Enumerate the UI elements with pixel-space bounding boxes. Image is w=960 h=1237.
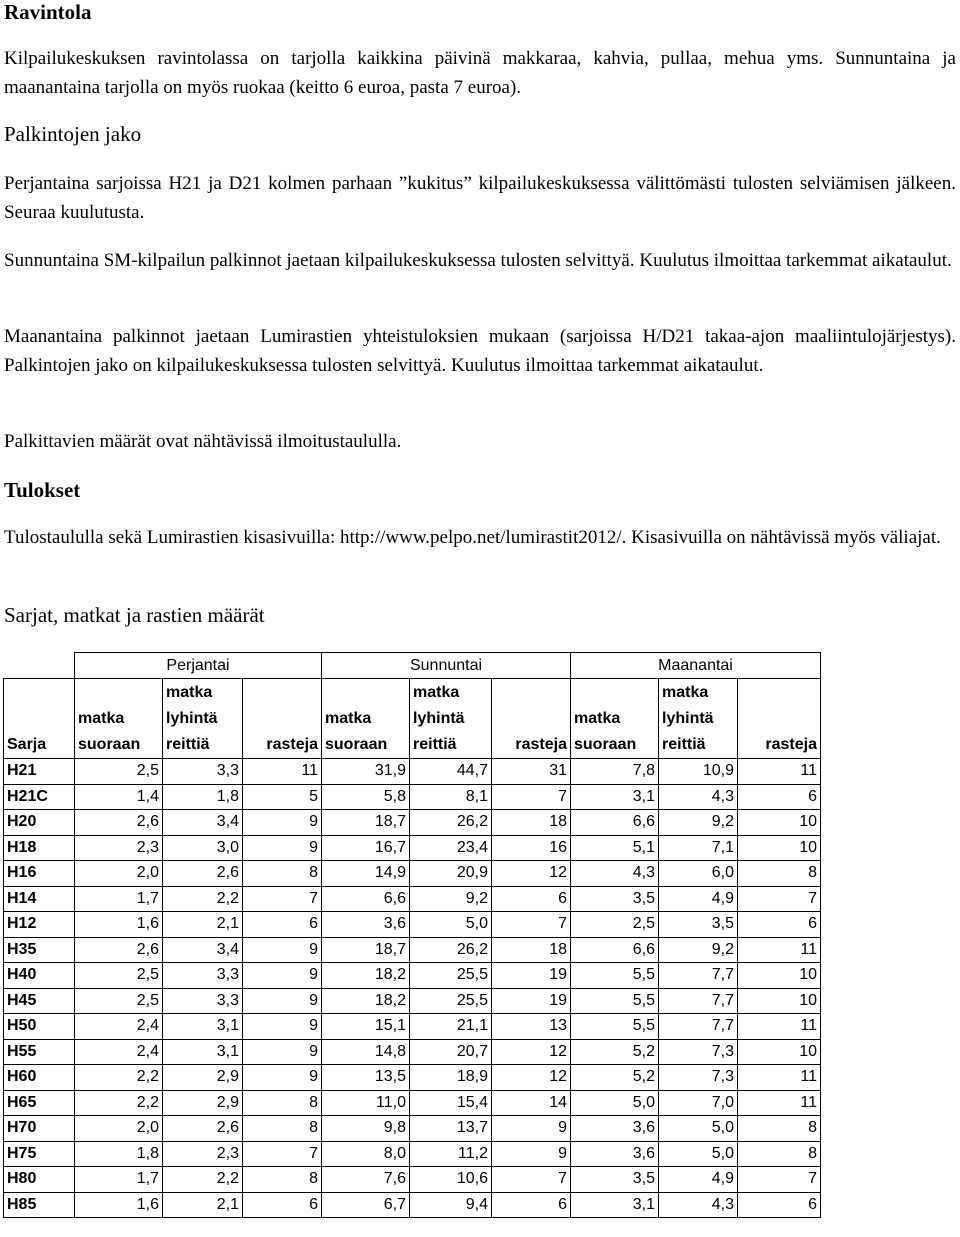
value-cell: 11 xyxy=(738,759,821,785)
value-cell: 6 xyxy=(738,1192,821,1218)
value-cell: 3,1 xyxy=(571,1192,659,1218)
value-cell: 6 xyxy=(738,784,821,810)
value-cell: 20,9 xyxy=(410,861,492,887)
value-cell: 6,6 xyxy=(571,937,659,963)
value-cell: 4,3 xyxy=(659,1192,738,1218)
column-header-line: matka xyxy=(662,684,709,701)
value-cell: 2,6 xyxy=(163,1116,243,1142)
table-row xyxy=(4,1065,821,1091)
value-cell: 14 xyxy=(492,1090,571,1116)
value-cell: 18,2 xyxy=(322,963,410,989)
sarja-cell: H75 xyxy=(4,1141,75,1167)
value-cell: 18,2 xyxy=(322,988,410,1014)
column-header-line: rasteja xyxy=(765,736,817,753)
sarja-cell: H55 xyxy=(4,1039,75,1065)
value-cell: 3,1 xyxy=(163,1014,243,1040)
value-cell: 11 xyxy=(738,1090,821,1116)
value-cell: 7,7 xyxy=(659,963,738,989)
sarja-cell: H14 xyxy=(4,886,75,912)
value-cell: 15,1 xyxy=(322,1014,410,1040)
value-cell: 2,2 xyxy=(163,886,243,912)
table-row xyxy=(4,1167,821,1193)
value-cell: 31,9 xyxy=(322,759,410,785)
column-header-matka-lyhinta-reittia xyxy=(410,679,492,759)
value-cell: 7,7 xyxy=(659,988,738,1014)
value-cell: 2,4 xyxy=(75,1039,163,1065)
value-cell: 9 xyxy=(243,988,322,1014)
value-cell: 18 xyxy=(492,937,571,963)
value-cell: 2,9 xyxy=(163,1090,243,1116)
value-cell: 9 xyxy=(243,937,322,963)
value-cell: 3,5 xyxy=(571,886,659,912)
value-cell: 3,5 xyxy=(571,1167,659,1193)
value-cell: 6,7 xyxy=(322,1192,410,1218)
sarja-cell: H12 xyxy=(4,912,75,938)
value-cell: 2,9 xyxy=(163,1065,243,1091)
value-cell: 14,8 xyxy=(322,1039,410,1065)
value-cell: 7 xyxy=(492,912,571,938)
palkintojen-jako-paragraph-1: Perjantaina sarjoissa H21 ja D21 kolmen parhaan ”kukitus” kilpailukeskuksessa välittömästi tulosten selviämisen jälkeen. Seuraa kuulutusta. xyxy=(4,173,956,223)
value-cell: 8,1 xyxy=(410,784,492,810)
value-cell: 20,7 xyxy=(410,1039,492,1065)
value-cell: 1,6 xyxy=(75,912,163,938)
value-cell: 2,6 xyxy=(163,861,243,887)
value-cell: 9 xyxy=(492,1141,571,1167)
sarja-cell: H65 xyxy=(4,1090,75,1116)
value-cell: 5,2 xyxy=(571,1039,659,1065)
value-cell: 7 xyxy=(243,1141,322,1167)
column-header-line: reittiä xyxy=(413,736,457,753)
value-cell: 3,6 xyxy=(322,912,410,938)
value-cell: 5,0 xyxy=(410,912,492,938)
value-cell: 2,6 xyxy=(75,810,163,836)
value-cell: 9 xyxy=(243,1014,322,1040)
column-header-line: matka xyxy=(413,684,460,701)
value-cell: 26,2 xyxy=(410,937,492,963)
table-row xyxy=(4,861,821,887)
value-cell: 5 xyxy=(243,784,322,810)
value-cell: 1,8 xyxy=(75,1141,163,1167)
value-cell: 1,7 xyxy=(75,886,163,912)
day-header-sunnuntai: Sunnuntai xyxy=(322,653,571,679)
value-cell: 7,8 xyxy=(571,759,659,785)
value-cell: 1,8 xyxy=(163,784,243,810)
column-header-line: reittiä xyxy=(166,736,210,753)
column-header-line: lyhintä xyxy=(662,710,714,727)
column-header-rasteja xyxy=(492,679,571,759)
value-cell: 11 xyxy=(738,1014,821,1040)
column-header-rasteja xyxy=(738,679,821,759)
value-cell: 8 xyxy=(243,1116,322,1142)
column-header-line: matka xyxy=(574,710,621,727)
value-cell: 11 xyxy=(738,937,821,963)
table-row xyxy=(4,1192,821,1218)
value-cell: 3,0 xyxy=(163,835,243,861)
column-header-matka-lyhinta-reittia xyxy=(163,679,243,759)
value-cell: 12 xyxy=(492,1039,571,1065)
value-cell: 7 xyxy=(738,886,821,912)
value-cell: 6,0 xyxy=(659,861,738,887)
value-cell: 19 xyxy=(492,988,571,1014)
value-cell: 11,0 xyxy=(322,1090,410,1116)
value-cell: 9 xyxy=(243,1065,322,1091)
sarja-cell: H18 xyxy=(4,835,75,861)
value-cell: 21,1 xyxy=(410,1014,492,1040)
value-cell: 18,9 xyxy=(410,1065,492,1091)
value-cell: 2,1 xyxy=(163,1192,243,1218)
value-cell: 6 xyxy=(243,912,322,938)
value-cell: 5,0 xyxy=(659,1141,738,1167)
value-cell: 10 xyxy=(738,963,821,989)
sarja-cell: H21 xyxy=(4,759,75,785)
value-cell: 13,7 xyxy=(410,1116,492,1142)
value-cell: 6 xyxy=(738,912,821,938)
column-header-line: rasteja xyxy=(515,736,567,753)
table-row xyxy=(4,1090,821,1116)
value-cell: 3,5 xyxy=(659,912,738,938)
value-cell: 9 xyxy=(243,1039,322,1065)
value-cell: 10 xyxy=(738,1039,821,1065)
value-cell: 26,2 xyxy=(410,810,492,836)
value-cell: 5,1 xyxy=(571,835,659,861)
value-cell: 16,7 xyxy=(322,835,410,861)
value-cell: 8 xyxy=(738,861,821,887)
sarja-cell: H45 xyxy=(4,988,75,1014)
table-row xyxy=(4,912,821,938)
value-cell: 7,3 xyxy=(659,1039,738,1065)
value-cell: 25,5 xyxy=(410,988,492,1014)
value-cell: 12 xyxy=(492,1065,571,1091)
value-cell: 10,9 xyxy=(659,759,738,785)
value-cell: 2,5 xyxy=(75,759,163,785)
value-cell: 8 xyxy=(243,1167,322,1193)
table-row xyxy=(4,963,821,989)
table-day-header-row xyxy=(4,653,821,679)
value-cell: 6,6 xyxy=(322,886,410,912)
value-cell: 2,0 xyxy=(75,861,163,887)
value-cell: 2,5 xyxy=(75,988,163,1014)
value-cell: 1,7 xyxy=(75,1167,163,1193)
value-cell: 2,0 xyxy=(75,1116,163,1142)
table-row xyxy=(4,1039,821,1065)
column-header-line: matka xyxy=(325,710,372,727)
value-cell: 9 xyxy=(492,1116,571,1142)
value-cell: 7,3 xyxy=(659,1065,738,1091)
table-corner-cell xyxy=(4,653,75,679)
value-cell: 2,3 xyxy=(163,1141,243,1167)
value-cell: 8 xyxy=(738,1141,821,1167)
table-row xyxy=(4,835,821,861)
table-row xyxy=(4,810,821,836)
column-header-matka-lyhinta-reittia xyxy=(659,679,738,759)
value-cell: 6,6 xyxy=(571,810,659,836)
column-header-matka-suoraan xyxy=(571,679,659,759)
value-cell: 3,3 xyxy=(163,759,243,785)
value-cell: 3,4 xyxy=(163,810,243,836)
table-row xyxy=(4,988,821,1014)
value-cell: 25,5 xyxy=(410,963,492,989)
value-cell: 3,3 xyxy=(163,963,243,989)
value-cell: 6 xyxy=(492,886,571,912)
palkintojen-jako-paragraph-3: Maanantaina palkinnot jaetaan Lumirastien yhteistuloksien mukaan (sarjoissa H/D21 takaa-ajon maaliintulojärjestys). Palkintojen jako on kilpailukeskuksessa tulosten selvittyä. Kuulutus ilmoittaa tarkemmat aikataulut. xyxy=(4,326,956,376)
value-cell: 10,6 xyxy=(410,1167,492,1193)
value-cell: 7 xyxy=(738,1167,821,1193)
sarja-cell: H40 xyxy=(4,963,75,989)
table-row xyxy=(4,759,821,785)
section-title-tulokset: Tulokset xyxy=(4,478,81,502)
value-cell: 11 xyxy=(243,759,322,785)
sarja-cell: H20 xyxy=(4,810,75,836)
value-cell: 13,5 xyxy=(322,1065,410,1091)
value-cell: 7,6 xyxy=(322,1167,410,1193)
ravintola-paragraph: Kilpailukeskuksen ravintolassa on tarjolla kaikkina päivinä makkaraa, kahvia, pullaa, mehua yms. Sunnuntaina ja maanantaina tarjolla on myös ruokaa (keitto 6 euroa, pasta 7 euroa). xyxy=(4,48,956,98)
column-header-line: matka xyxy=(166,684,213,701)
value-cell: 7,7 xyxy=(659,1014,738,1040)
sarja-cell: H70 xyxy=(4,1116,75,1142)
value-cell: 16 xyxy=(492,835,571,861)
value-cell: 5,5 xyxy=(571,1014,659,1040)
section-title-palkintojen-jako: Palkintojen jako xyxy=(4,122,142,146)
value-cell: 9 xyxy=(243,810,322,836)
value-cell: 2,4 xyxy=(75,1014,163,1040)
value-cell: 7,1 xyxy=(659,835,738,861)
column-header-sarja: Sarja xyxy=(4,679,75,759)
value-cell: 9,4 xyxy=(410,1192,492,1218)
palkintojen-jako-paragraph-4: Palkittavien määrät ovat nähtävissä ilmoitustaululla. xyxy=(4,431,402,452)
value-cell: 6 xyxy=(243,1192,322,1218)
palkintojen-jako-paragraph-2: Sunnuntaina SM-kilpailun palkinnot jaetaan kilpailukeskuksessa tulosten selvittyä. Kuulutus ilmoittaa tarkemmat aikataulut. xyxy=(4,250,952,271)
value-cell: 8,0 xyxy=(322,1141,410,1167)
value-cell: 7 xyxy=(492,1167,571,1193)
value-cell: 18,7 xyxy=(322,810,410,836)
value-cell: 8 xyxy=(243,1090,322,1116)
value-cell: 10 xyxy=(738,835,821,861)
value-cell: 9 xyxy=(243,963,322,989)
value-cell: 3,3 xyxy=(163,988,243,1014)
column-header-rasteja xyxy=(243,679,322,759)
value-cell: 15,4 xyxy=(410,1090,492,1116)
table-row xyxy=(4,1141,821,1167)
sarja-cell: H21C xyxy=(4,784,75,810)
value-cell: 9 xyxy=(243,835,322,861)
column-header-line: reittiä xyxy=(662,736,706,753)
value-cell: 13 xyxy=(492,1014,571,1040)
value-cell: 9,2 xyxy=(659,810,738,836)
value-cell: 2,3 xyxy=(75,835,163,861)
value-cell: 2,2 xyxy=(163,1167,243,1193)
value-cell: 31 xyxy=(492,759,571,785)
value-cell: 5,0 xyxy=(571,1090,659,1116)
value-cell: 3,4 xyxy=(163,937,243,963)
table-column-header-row xyxy=(4,679,821,759)
value-cell: 11,2 xyxy=(410,1141,492,1167)
value-cell: 8 xyxy=(738,1116,821,1142)
day-header-perjantai: Perjantai xyxy=(75,653,322,679)
value-cell: 9,2 xyxy=(410,886,492,912)
value-cell: 14,9 xyxy=(322,861,410,887)
sarja-cell: H50 xyxy=(4,1014,75,1040)
results-table xyxy=(3,652,821,1218)
value-cell: 4,9 xyxy=(659,886,738,912)
value-cell: 9,2 xyxy=(659,937,738,963)
table-row xyxy=(4,1116,821,1142)
section-title-sarjat: Sarjat, matkat ja rastien määrät xyxy=(4,603,265,627)
value-cell: 3,6 xyxy=(571,1141,659,1167)
sarja-cell: H85 xyxy=(4,1192,75,1218)
value-cell: 9,8 xyxy=(322,1116,410,1142)
value-cell: 3,1 xyxy=(571,784,659,810)
value-cell: 6 xyxy=(492,1192,571,1218)
value-cell: 11 xyxy=(738,1065,821,1091)
value-cell: 2,2 xyxy=(75,1090,163,1116)
value-cell: 10 xyxy=(738,810,821,836)
value-cell: 4,9 xyxy=(659,1167,738,1193)
value-cell: 2,1 xyxy=(163,912,243,938)
value-cell: 10 xyxy=(738,988,821,1014)
table-row xyxy=(4,937,821,963)
value-cell: 2,6 xyxy=(75,937,163,963)
value-cell: 5,0 xyxy=(659,1116,738,1142)
value-cell: 8 xyxy=(243,861,322,887)
sarja-cell: H16 xyxy=(4,861,75,887)
value-cell: 4,3 xyxy=(571,861,659,887)
column-header-line: suoraan xyxy=(78,736,141,753)
sarja-cell: H80 xyxy=(4,1167,75,1193)
value-cell: 3,1 xyxy=(163,1039,243,1065)
section-title-ravintola: Ravintola xyxy=(4,0,92,24)
value-cell: 2,5 xyxy=(571,912,659,938)
column-header-line: suoraan xyxy=(325,736,388,753)
sarja-cell: H60 xyxy=(4,1065,75,1091)
tulokset-paragraph: Tulostaululla sekä Lumirastien kisasivuilla: http://www.pelpo.net/lumirastit2012/. Kisasivuilla on nähtävissä myös väliajat. xyxy=(4,527,941,548)
column-header-line: suoraan xyxy=(574,736,637,753)
table-row xyxy=(4,886,821,912)
column-header-line: lyhintä xyxy=(166,710,218,727)
value-cell: 5,8 xyxy=(322,784,410,810)
value-cell: 2,5 xyxy=(75,963,163,989)
value-cell: 2,2 xyxy=(75,1065,163,1091)
table-row xyxy=(4,1014,821,1040)
column-header-line: lyhintä xyxy=(413,710,465,727)
table-row xyxy=(4,784,821,810)
value-cell: 5,5 xyxy=(571,988,659,1014)
column-header-matka-suoraan xyxy=(75,679,163,759)
sarja-cell: H35 xyxy=(4,937,75,963)
value-cell: 5,5 xyxy=(571,963,659,989)
value-cell: 44,7 xyxy=(410,759,492,785)
value-cell: 7 xyxy=(492,784,571,810)
value-cell: 12 xyxy=(492,861,571,887)
day-header-maanantai: Maanantai xyxy=(571,653,821,679)
value-cell: 23,4 xyxy=(410,835,492,861)
value-cell: 3,6 xyxy=(571,1116,659,1142)
value-cell: 18 xyxy=(492,810,571,836)
column-header-line: rasteja xyxy=(266,736,318,753)
column-header-matka-suoraan xyxy=(322,679,410,759)
value-cell: 19 xyxy=(492,963,571,989)
column-header-line: matka xyxy=(78,710,125,727)
value-cell: 1,6 xyxy=(75,1192,163,1218)
value-cell: 7 xyxy=(243,886,322,912)
value-cell: 18,7 xyxy=(322,937,410,963)
value-cell: 4,3 xyxy=(659,784,738,810)
value-cell: 7,0 xyxy=(659,1090,738,1116)
value-cell: 1,4 xyxy=(75,784,163,810)
value-cell: 5,2 xyxy=(571,1065,659,1091)
